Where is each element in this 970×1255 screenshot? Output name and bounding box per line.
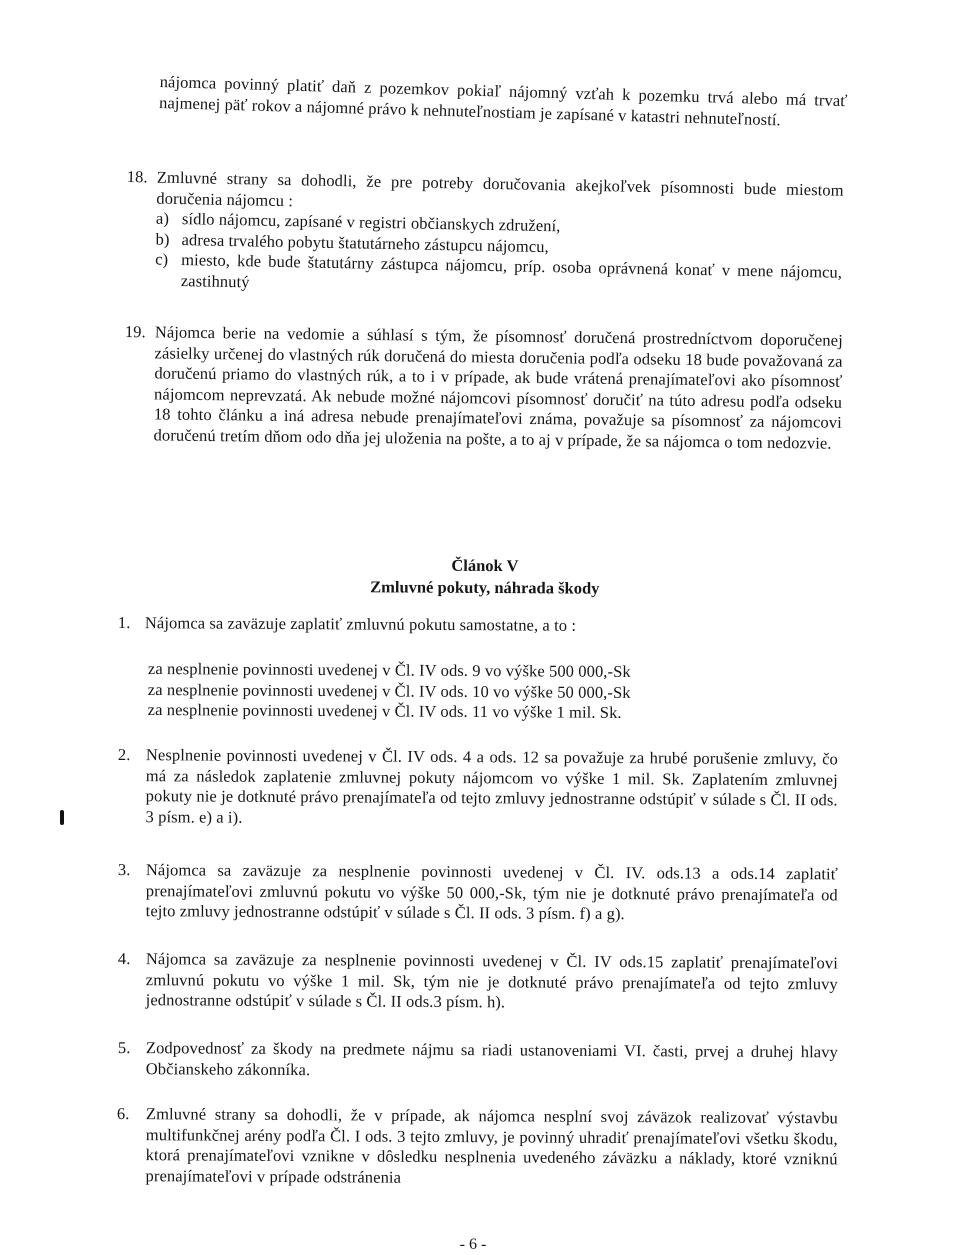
intro-paragraph-text: nájomca povinný platiť daň z pozemkov pokiaľ nájomný vzťah k pozemku trvá alebo má trvať najmenej päť rokov a nájomné právo k nehnuteľnostiam je zapísané v katastri nehnuteľností. [158,72,848,129]
clause-number: 3. [117,860,131,880]
clause-1 [118,613,838,638]
clause-3 [118,860,838,926]
clause-4 [118,949,838,1015]
paragraph-19 [123,322,842,454]
clause-6 [116,1104,837,1190]
margin-mark [60,810,64,825]
paragraph-number: 19. [124,322,146,342]
clause-number: 5. [117,1038,131,1058]
article-title: Článok V [451,555,519,576]
paragraph-18 [125,167,844,304]
clause-number: 6. [116,1104,130,1124]
clause-number: 2. [117,745,131,765]
penalty-list [148,659,838,725]
article-subtitle: Zmluvné pokuty, náhrada škody [370,577,600,598]
page-number: - 6 - [459,1236,487,1253]
list-item-text: miesto, kde bude štatutárny zástupca nájomcu, príp. osoba oprávnená konať v mene nájomcu, zastihnutý [180,250,843,291]
paragraph-text: Nájomca berie na vedomie a súhlasí s tým, že písomnosť doručená prostredníctvom doporučenej zásielky určenej do vlastných rúk doručená do miesta doručenia podľa odseku 18 bude považovaná za doručenú priamo do vlastných rúk, a to i v prípade, ak bude vrátená prenajímateľovi ako písomnosť nájomcom neprevzatá. Ak nebude možné nájomcovi písomnosť doručiť na túto adresu podľa odseku 18 tohto článku a iná adresa nebude prenajímateľovi známa, považuje sa písomnosť za nájomcovi doručenú tretím dňom odo dňa jej uloženia na pošte, a to aj v prípade, že sa nájomca o tom nedozvie. [153,322,843,453]
clause-5 [118,1038,838,1083]
clause-number: 1. [117,613,131,633]
clause-text: Nájomca sa zaväzuje za nesplnenie povinnosti uvedenej v Čl. IV. ods.13 a ods.14 zaplatiť prenajímateľovi zmluvnú pokutu vo výške 50 000,-Sk, tým nie je dotknuté právo prenajímateľa od tejto zmluvy jednostranne odstúpiť v súlade s Čl. II ods. 3 písm. f) a g). [145,860,838,924]
list-item-letter: c) [155,249,169,269]
clause-2 [117,745,837,831]
clause-text: Nesplnenie povinnosti uvedenej v Čl. IV ods. 4 a ods. 12 sa považuje za hrubé porušenie zmluvy, čo má za následok zaplatenie zmluvnej pokuty nájomcom vo výške 1 mil. Sk. Zaplatením zmluvnej pokuty nie je dotknuté právo prenajímateľa od tejto zmluvy jednostranne odstúpiť v súlade s Čl. II ods. 3 písm. e) a i). [145,745,838,827]
list-item-letter: a) [155,208,170,228]
penalty-line: za nesplnenie povinnosti uvedenej v Čl. IV ods. 9 vo výške 500 000,-Sk [147,659,631,681]
paragraph-number: 18. [126,167,148,187]
list-item-text: sídlo nájomcu, zapísané v registri občianskych združení, [181,209,561,236]
clause-text: Zmluvné strany sa dohodli, že v prípade, ak nájomca nesplní svoj záväzok realizovať výstavbu multifunkčnej arény podľa Čl. I ods. 3 tejto zmluvy, je povinný uhradiť prenajímateľovi všetku škodu, ktorá prenajímateľovi vznikne v dôsledku nesplnenia uvedeného záväzku a náklady, ktoré vzniknú prenajímateľovi v prípade odstránenia [145,1104,838,1187]
list-item-text: adresa trvalého pobytu štatutárneho zástupcu nájomcu, [181,229,550,256]
clause-text: Zodpovednosť za škody na predmete nájmu sa riadi ustanoveniami VI. časti, prvej a druhej hlavy Občianskeho zákonníka. [145,1038,838,1079]
clause-text: Nájomca sa zaväzuje za nesplnenie povinnosti uvedenej v Čl. IV ods.15 zaplatiť prenajímateľovi zmluvnú pokutu vo výške 1 mil. Sk, tým nie je dotknuté právo prenajímateľa od tejto zmluvy jednostranne odstúpiť v súlade s Čl. II ods.3 písm. h). [145,949,838,1012]
penalty-line: za nesplnenie povinnosti uvedenej v Čl. IV ods. 11 vo výške 1 mil. Sk. [147,699,622,722]
clause-text: Nájomca sa zaväzuje zaplatiť zmluvnú pokutu samostatne, a to : [144,613,577,635]
intro-paragraph [159,72,848,132]
paragraph-text: Zmluvné strany sa dohodli, že pre potreby doručovania akejkoľvek písomnosti bude miestom doručenia nájomcu : [156,167,844,210]
clause-number: 4. [117,949,131,969]
list-item-letter: b) [155,229,170,249]
article-heading [0,552,970,602]
penalty-line: za nesplnenie povinnosti uvedenej v Čl. IV ods. 10 vo výške 50 000,-Sk [147,679,631,702]
